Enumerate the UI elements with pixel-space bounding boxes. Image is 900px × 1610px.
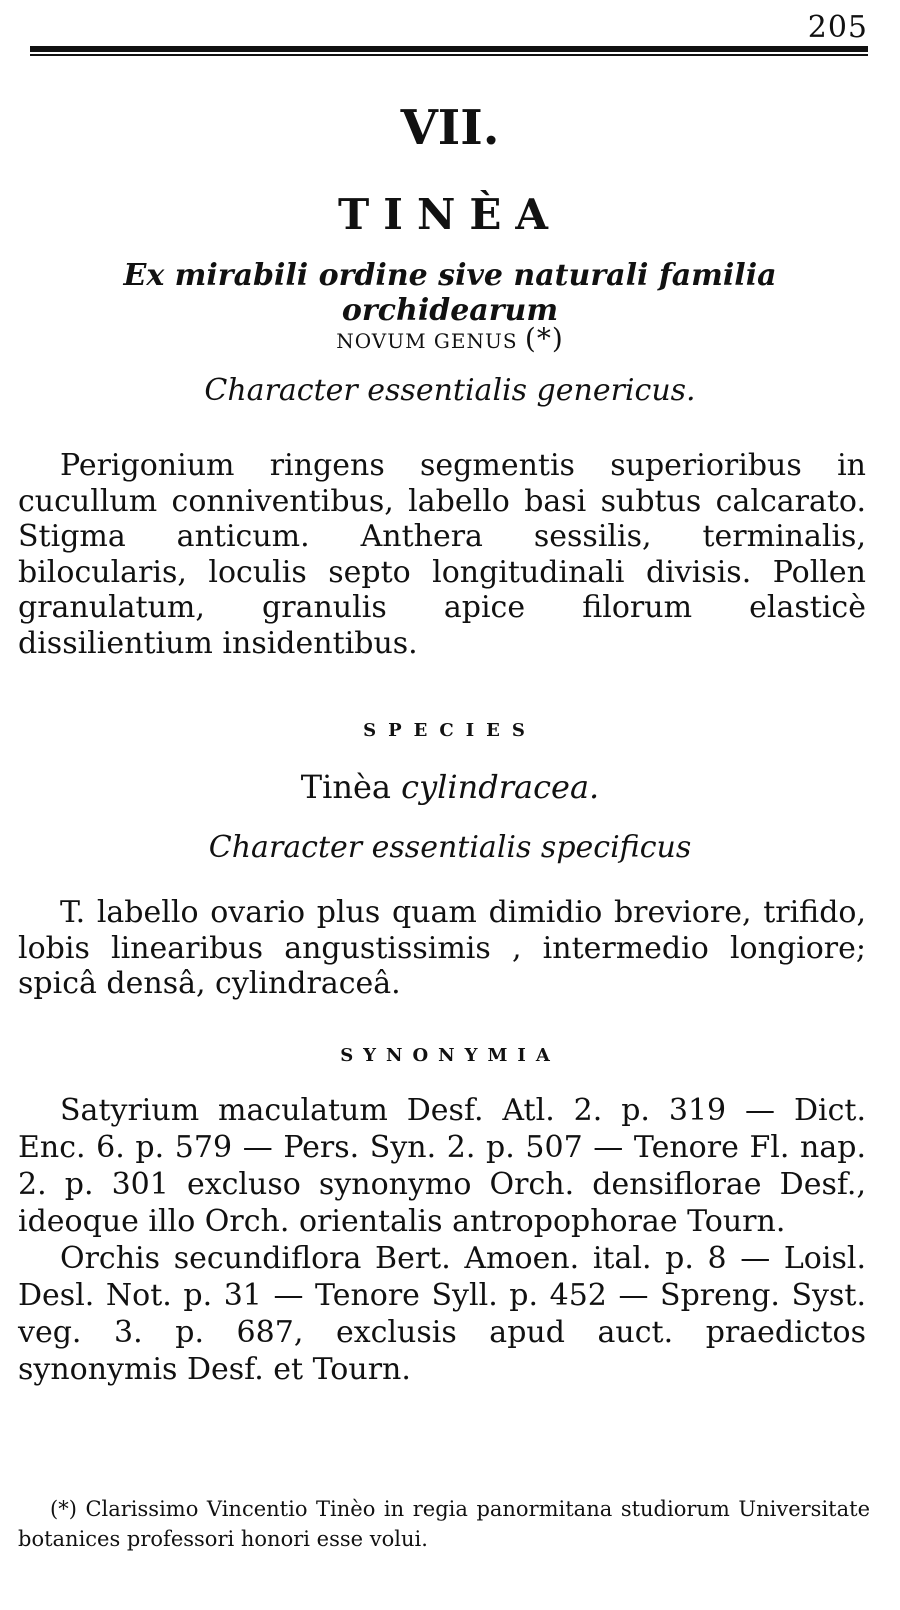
character-generic-heading: Character essentialis genericus. [204, 373, 696, 408]
genus-title: TINÈA [338, 190, 562, 239]
page-number: 205 [807, 10, 868, 45]
section-number: VII. [400, 100, 500, 156]
species-epithet: cylindracea. [401, 768, 600, 806]
header-rule [30, 46, 868, 56]
footnote-text: (*) Clarissimo Vincentio Tinèo in regia panormitana studiorum Universitate botanices professori honori esse volui. [18, 1497, 870, 1551]
family-subtitle: Ex mirabili ordine sive naturali familia orchidearum [123, 258, 777, 328]
character-specific-heading: Character essentialis specificus [208, 830, 692, 865]
novum-genus-label: NOVUM GENUS [336, 329, 518, 353]
specific-description-block [18, 895, 866, 1002]
species-name [0, 768, 900, 806]
generic-description-block [18, 448, 866, 661]
header-rule-thick [30, 46, 868, 52]
specific-description: T. labello ovario plus quam dimidio breviore, trifido, lobis linearibus angustissimis , intermedio longiore; spicâ densâ, cylindraceâ. [18, 895, 866, 1001]
synonym-entry-2: Orchis secundiflora Bert. Amoen. ital. p. 8 — Loisl. Desl. Not. p. 31 — Tenore Syll. p. 452 — Spreng. Syst. veg. 3. p. 687, exclusis apud auct. praedictos synonymis Desf. et Tourn. [18, 1241, 866, 1387]
novum-genus-line [0, 322, 900, 355]
species-heading: SPECIES [363, 720, 537, 741]
synonymia-heading: SYNONYMIA [340, 1045, 560, 1066]
generic-description: Perigonium ringens segmentis superioribus in cucullum conniventibus, labello basi subtus calcarato. Stigma anticum. Anthera sessilis, terminalis, bilocularis, loculis septo longitudinali divisis. Pollen granulatum, granulis apice filorum elasticè dissilientium insidentibus. [18, 448, 866, 661]
footnote-marker: (*) [524, 322, 564, 355]
synonym-entry-1: Satyrium maculatum Desf. Atl. 2. p. 319 — Dict. Enc. 6. p. 579 — Pers. Syn. 2. p. 507 — Tenore Fl. nap. 2. p. 301 excluso synonymo Orch. densiflorae Desf., ideoque illo Orch. orientalis antropophorae Tourn. [18, 1093, 866, 1239]
footnote-block [18, 1494, 870, 1554]
header-rule-thin [30, 54, 868, 56]
species-genus: Tinèa [300, 768, 391, 806]
synonymia-block [18, 1092, 866, 1388]
